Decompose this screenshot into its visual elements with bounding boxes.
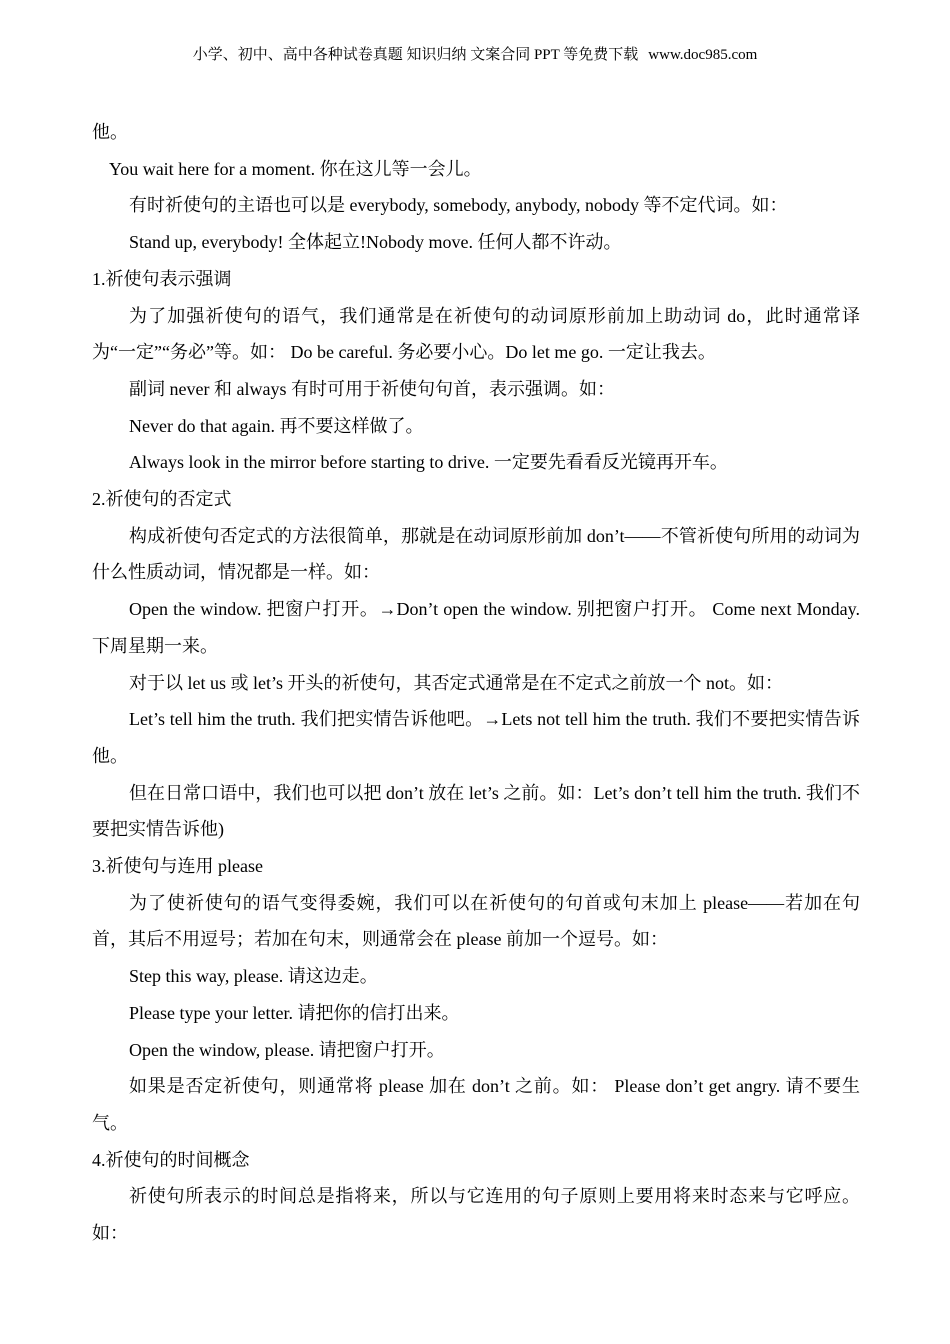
paragraph: 但在日常口语中，我们也可以把 don’t 放在 let’s 之前。如：Let’s don’t tell him the truth. 我们不要把实情告诉他) — [92, 782, 860, 840]
paragraph: You wait here for a moment. 你在这儿等一会儿。 — [109, 158, 482, 179]
paragraph: Please type your letter. 请把你的信打出来。 — [129, 1002, 460, 1023]
paragraph: 对于以 let us 或 let’s 开头的祈使句，其否定式通常是在不定式之前放一个 not。如： — [129, 672, 783, 693]
paragraph: 副词 never 和 always 有时可用于祈使句句首，表示强调。如： — [129, 378, 615, 399]
paragraph: 为了加强祈使句的语气，我们通常是在祈使句的动词原形前加上助动词 do，此时通常译为“一定”“务必”等。如： Do be careful. 务必要小心。Do let me go. 一定让我去。 — [92, 305, 860, 363]
paragraph: 为了使祈使句的语气变得委婉，我们可以在祈使句的句首或句末加上 please——若加在句首，其后不用逗号；若加在句末，则通常会在 please 前加一个逗号。如： — [92, 892, 860, 950]
paragraph: 他。 — [92, 122, 128, 142]
paragraph: Open the window. 把窗户打开。→Don’t open the window. 别把窗户打开。 Come next Monday. 下周星期一来。 — [92, 599, 860, 656]
paragraph: Stand up, everybody! 全体起立!Nobody move. 任何人都不许动。 — [129, 232, 622, 253]
paragraph: 祈使句所表示的时间总是指将来，所以与它连用的句子原则上要用将来时态来与它呼应。如： — [92, 1186, 860, 1244]
paragraph: Step this way, please. 请这边走。 — [129, 966, 378, 987]
document-body — [92, 114, 860, 1252]
paragraph: Always look in the mirror before starting to drive. 一定要先看看反光镜再开车。 — [129, 452, 728, 473]
paragraph: Open the window, please. 请把窗户打开。 — [129, 1039, 445, 1060]
paragraph: Never do that again. 再不要这样做了。 — [129, 415, 424, 436]
section-heading: 1.祈使句表示强调 — [92, 268, 232, 289]
paragraph: 构成祈使句否定式的方法很简单，那就是在动词原形前加 don’t——不管祈使句所用的动词为什么性质动词，情况都是一样。如： — [92, 525, 860, 583]
page-header — [0, 44, 950, 66]
section-heading: 3.祈使句与连用 please — [92, 856, 263, 877]
header-site-url[interactable]: www.doc985.com — [648, 47, 758, 63]
paragraph: 有时祈使句的主语也可以是 everybody, somebody, anybody, nobody 等不定代词。如： — [129, 195, 788, 216]
paragraph: Let’s tell him the truth. 我们把实情告诉他吧。→Lets not tell him the truth. 我们不要把实情告诉他。 — [92, 709, 860, 766]
header-title: 小学、初中、高中各种试卷真题 知识归纳 文案合同 PPT 等免费下载 — [192, 47, 639, 63]
section-heading: 4.祈使句的时间概念 — [92, 1149, 250, 1170]
section-heading: 2.祈使句的否定式 — [92, 489, 232, 510]
paragraph: 如果是否定祈使句，则通常将 please 加在 don’t 之前。如： Please don’t get angry. 请不要生气。 — [92, 1076, 860, 1133]
